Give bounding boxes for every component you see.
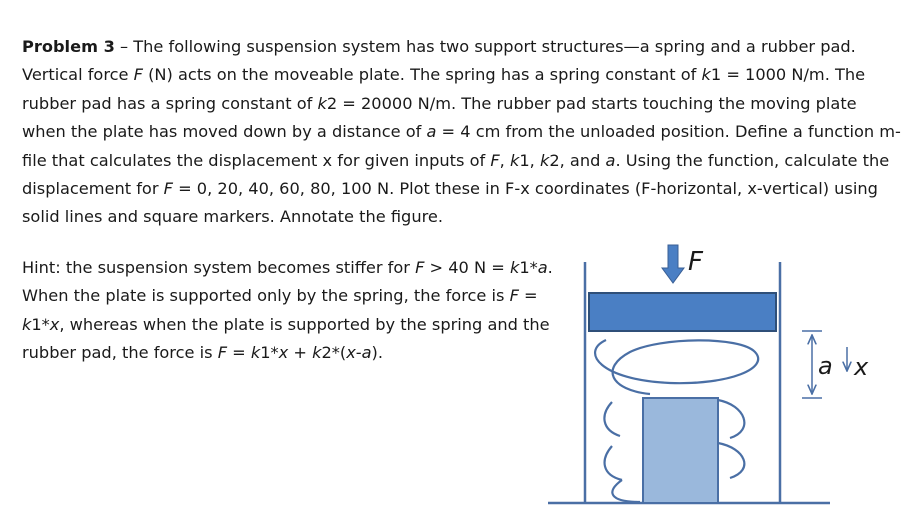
var-F: F [509,286,519,306]
problem-text: 1 = 1000 N/m. The rubber pad has a spring constant of [22,65,866,113]
suspension-svg [537,240,900,528]
problem-text: – The following suspension system has two support structures—a spring and a rubber pad. Vertical force [22,37,856,85]
var-k: k [701,65,711,85]
var-F: F [217,343,227,363]
hint-part: , whereas when the plate is supported by the spring and the rubber pad, the force is [22,314,550,363]
problem-text: , [499,150,510,170]
problem-text: 2 = 20000 N/m. The rubber pad starts touching the moving plate when the plate has moved down by a distance of [22,93,857,142]
var-F: F [415,258,425,277]
hint-part: + [288,343,313,363]
hint-part: 1* [31,314,50,334]
var-F: F [163,179,173,199]
var-F: F [490,150,500,170]
problem-text: . Using the function, calculate the displacement for [22,150,890,199]
hint-part: 1* [519,258,538,277]
var-k: k [250,343,261,363]
problem-text: = 4 cm from the unloaded position. Define a function m-file that calculates the displacement x for given inputs of [22,122,901,170]
var-x: x [49,314,60,334]
hint-text [22,254,562,368]
hint-part: - [355,343,362,363]
force-arrow-icon [662,245,684,283]
hint-part: ). [371,343,384,363]
suspension-diagram [537,240,900,528]
problem-statement [22,33,902,232]
var-k: k [317,93,327,113]
var-k: k [509,258,520,277]
var-F: F [133,65,143,85]
var-a: a [605,150,616,170]
hint-part: 1* [260,343,279,363]
var-a: a [426,122,437,142]
moveable-plate [589,293,776,331]
gap-label: a [818,352,833,380]
rubber-pad [643,398,718,503]
problem-text: = 0, 20, 40, 60, 80, 100 N. Plot these in F-x coordinates (F-horizontal, x-vertical) using solid lines and square markers. Annotate the figure. [22,179,878,227]
hint-part: > 40 N = [424,258,510,277]
problem-heading: Problem 3 [22,37,115,56]
hint-part: Hint: the suspension system becomes stiffer for [22,258,416,277]
var-x: x [278,343,289,363]
var-k: k [22,314,32,334]
force-label: F [688,247,703,277]
hint-part: = [518,286,538,306]
problem-text: 1, [519,150,540,170]
hint-part: . When the plate is supported only by the spring, the force is [22,258,553,306]
disp-label: x [854,353,869,381]
var-x: x [346,343,356,363]
var-k: k [539,150,550,170]
hint-part: 2*( [321,343,347,363]
problem-text: 2, and [549,150,606,170]
problem-text: (N) acts on the moveable plate. The spring has a spring constant of [142,65,702,85]
var-a: a [361,343,372,363]
var-a: a [537,258,548,277]
hint-part: = [227,343,251,363]
var-k: k [509,150,520,170]
var-k: k [312,343,322,363]
